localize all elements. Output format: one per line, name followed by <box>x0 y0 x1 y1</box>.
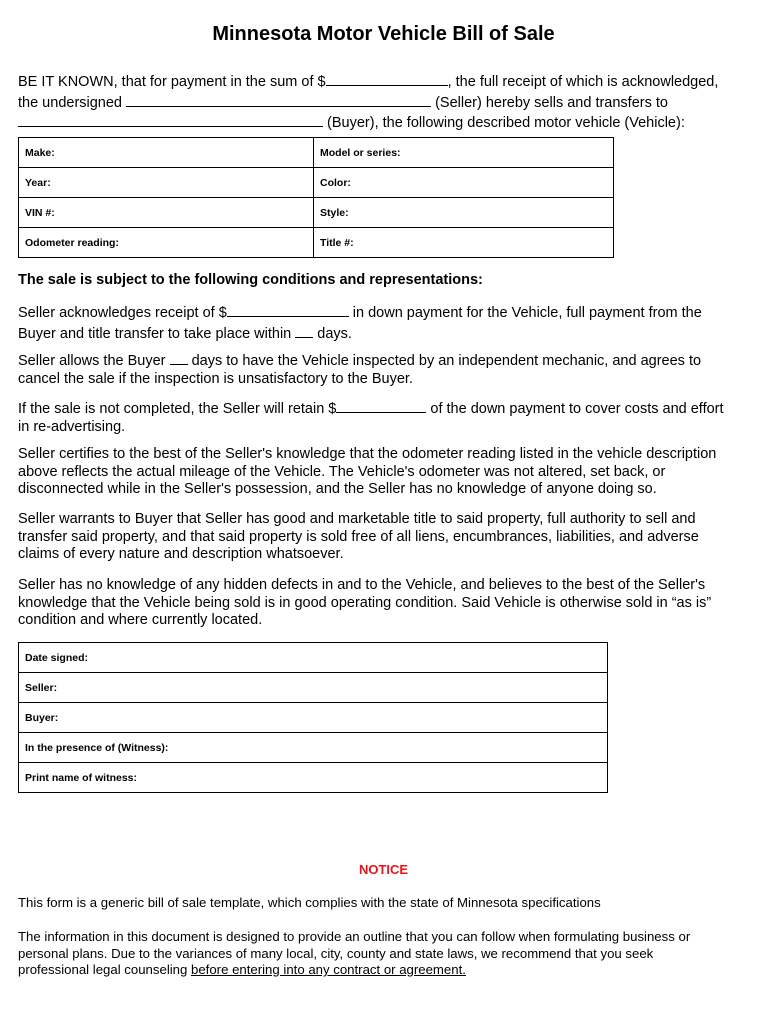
intro-text: , the full receipt of which is acknowledged, <box>447 74 719 90</box>
paragraph-line: claims of every nature and description whatsoever. <box>18 546 344 562</box>
paragraph-text: Seller allows the Buyer <box>18 353 166 369</box>
generic-form-note: This form is a generic bill of sale template, which complies with the state of Minnesota specifications <box>18 895 601 910</box>
paragraph-line <box>18 302 753 323</box>
intro-paragraph <box>18 71 758 133</box>
table-row <box>19 198 614 228</box>
table-row <box>19 673 608 703</box>
model-field[interactable]: Model or series: <box>314 138 614 168</box>
paragraph-line: transfer said property, and that said property is sold free of all liens, encumbrances, liabilities, and adverse <box>18 528 699 545</box>
paragraph-line: Seller has no knowledge of any hidden defects in and to the Vehicle, and believes to the best of the Seller's <box>18 577 706 593</box>
paragraph-line: disconnected while in the Seller's possession, and the Seller has no knowledge of anyone doing so. <box>18 481 657 497</box>
paragraph-text: days to have the Vehicle inspected by an independent mechanic, and agrees to <box>191 353 702 369</box>
table-row <box>19 168 614 198</box>
signature-table <box>18 642 608 793</box>
make-field[interactable]: Make: <box>19 138 314 168</box>
witness-name-field[interactable]: Print name of witness: <box>19 763 608 793</box>
down-payment-blank[interactable] <box>227 302 349 317</box>
seller-name-blank[interactable] <box>126 92 431 107</box>
style-field[interactable]: Style: <box>314 198 614 228</box>
paragraph-line: knowledge that the Vehicle being sold is in good operating condition. Said Vehicle is otherwise sold in “as is” <box>18 594 712 611</box>
table-row <box>19 733 608 763</box>
table-row <box>19 643 608 673</box>
paragraph-line: The information in this document is designed to provide an outline that you can follow when formulating business or <box>18 929 691 944</box>
paragraph-line: Seller warrants to Buyer that Seller has good and marketable title to said property, full authority to sell and <box>18 511 696 527</box>
inspection-days-blank[interactable] <box>170 350 188 365</box>
buyer-name-blank[interactable] <box>18 112 323 127</box>
conditions-heading: The sale is subject to the following conditions and representations: <box>18 272 483 288</box>
notice-heading: NOTICE <box>358 862 409 877</box>
retention-paragraph <box>18 398 753 436</box>
paragraph-line: Seller certifies to the best of the Seller's knowledge that the odometer reading listed in the vehicle description <box>18 446 717 462</box>
seller-signature-field[interactable]: Seller: <box>19 673 608 703</box>
intro-text: the undersigned <box>18 94 122 111</box>
buyer-signature-field[interactable]: Buyer: <box>19 703 608 733</box>
witness-signature-field[interactable]: In the presence of (Witness): <box>19 733 608 763</box>
table-row <box>19 763 608 793</box>
down-payment-paragraph <box>18 302 753 343</box>
color-field[interactable]: Color: <box>314 168 614 198</box>
paragraph-text: of the down payment to cover costs and effort <box>430 401 724 417</box>
paragraph-text: in down payment for the Vehicle, full payment from the <box>352 305 702 321</box>
paragraph-line: above reflects the actual mileage of the Vehicle. The Vehicle's odometer was not altered, set back, or <box>18 463 666 480</box>
transfer-days-blank[interactable] <box>295 323 313 338</box>
vin-field[interactable]: VIN #: <box>19 198 314 228</box>
paragraph-text: If the sale is not completed, the Seller will retain $ <box>18 401 337 417</box>
document-title: Minnesota Motor Vehicle Bill of Sale <box>212 23 555 45</box>
intro-line-1 <box>18 71 758 92</box>
disclaimer-paragraph <box>18 929 753 979</box>
paragraph-line: personal plans. Due to the variances of many local, city, county and state laws, we recommend that you seek <box>18 945 654 961</box>
paragraph-text: Seller acknowledges receipt of $ <box>18 305 227 321</box>
table-row <box>19 228 614 258</box>
intro-line-2 <box>18 92 758 113</box>
intro-text: (Buyer), the following described motor vehicle (Vehicle): <box>327 115 685 131</box>
odometer-field[interactable]: Odometer reading: <box>19 228 314 258</box>
table-row <box>19 138 614 168</box>
retention-amount-blank[interactable] <box>336 398 426 413</box>
paragraph-line <box>18 323 753 344</box>
paragraph-line: cancel the sale if the inspection is unsatisfactory to the Buyer. <box>18 370 413 387</box>
contract-warning-text: before entering into any contract or agreement. <box>191 962 466 977</box>
inspection-paragraph <box>18 350 753 388</box>
date-signed-field[interactable]: Date signed: <box>19 643 608 673</box>
intro-text: (Seller) hereby sells and transfers to <box>435 94 668 111</box>
paragraph-line: in re-advertising. <box>18 418 126 435</box>
odometer-paragraph <box>18 446 753 499</box>
paragraph-line <box>18 962 753 979</box>
title-warranty-paragraph <box>18 511 753 564</box>
paragraph-line <box>18 350 753 371</box>
intro-line-3 <box>18 112 758 133</box>
paragraph-line <box>18 398 753 419</box>
intro-text: BE IT KNOWN, that for payment in the sum of $ <box>18 74 326 90</box>
title-number-field[interactable]: Title #: <box>314 228 614 258</box>
sum-blank[interactable] <box>326 71 448 86</box>
paragraph-text: professional legal counseling <box>18 962 192 977</box>
table-row <box>19 703 608 733</box>
year-field[interactable]: Year: <box>19 168 314 198</box>
paragraph-text: days. <box>317 325 352 342</box>
condition-paragraph <box>18 577 753 630</box>
paragraph-text: Buyer and title transfer to take place within <box>18 325 292 342</box>
vehicle-description-table <box>18 137 614 258</box>
paragraph-line: condition and where currently located. <box>18 612 263 628</box>
